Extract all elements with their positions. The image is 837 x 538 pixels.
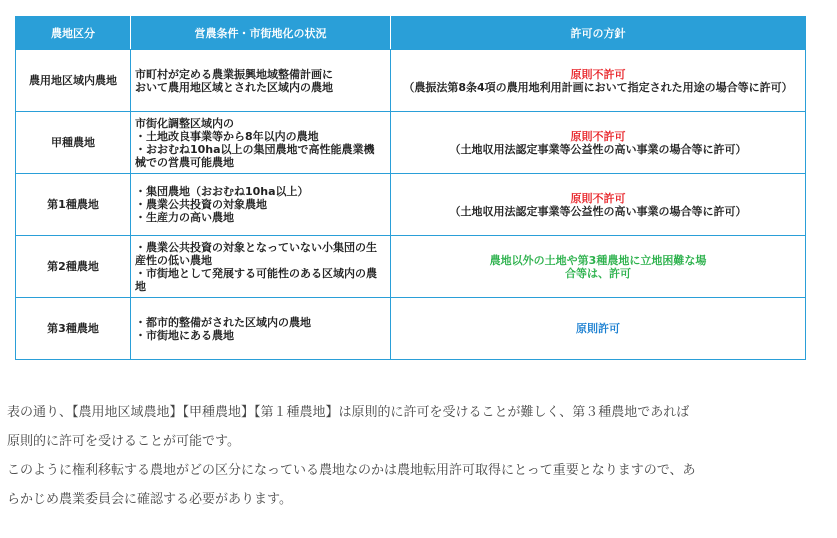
policy-main: 原則許可 — [576, 322, 620, 335]
paragraph-line: らかじめ農業委員会に確認する必要があります。 — [7, 492, 292, 507]
condition-line: ・市街地にある農地 — [135, 328, 234, 342]
condition-line: ・生産力の高い農地 — [135, 211, 234, 224]
row-category: 農用地区域内農地 — [16, 50, 131, 112]
row-category: 甲種農地 — [16, 112, 131, 174]
condition-line: ・市街地として発展する可能性のある区域内の農 — [135, 266, 377, 280]
condition-line: 産性の低い農地 — [135, 253, 212, 267]
row-conditions — [131, 50, 391, 112]
paragraph — [7, 398, 807, 456]
row-policy — [391, 236, 806, 298]
table-header-row — [16, 17, 806, 50]
policy-main: 農地以外の土地や第3種農地に立地困難な場 — [489, 253, 707, 267]
table-row — [16, 236, 806, 298]
farmland-classification-table-container — [15, 16, 807, 360]
row-category: 第3種農地 — [16, 298, 131, 360]
table-row — [16, 298, 806, 360]
paragraph-line: このように権利移転する農地がどの区分になっている農地なのかは農地転用許可取得にとって重要となりますので、あ — [7, 463, 696, 478]
table-row — [16, 174, 806, 236]
row-category: 第2種農地 — [16, 236, 131, 298]
policy-main: 原則不許可 — [570, 67, 626, 81]
paragraph-line: 表の通り、【農用地区域農地】【甲種農地】【第１種農地】は原則的に許可を受けることが難しく、第３種農地であれば — [7, 405, 690, 420]
condition-line: 市町村が定める農業振興地域整備計画に — [135, 67, 333, 81]
row-policy — [391, 298, 806, 360]
condition-line: おいて農用地区域とされた区域内の農地 — [135, 80, 333, 94]
policy-note: （土地収用法認定事業等公益性の高い事業の場合等に許可） — [449, 204, 747, 218]
condition-line: ・土地改良事業等から8年以内の農地 — [135, 129, 319, 143]
header-category: 農地区分 — [16, 17, 131, 50]
condition-line: 市街化調整区域内の — [135, 116, 234, 130]
header-policy: 許可の方針 — [391, 17, 806, 50]
condition-line: 地 — [135, 279, 146, 293]
row-conditions — [131, 298, 391, 360]
condition-line: 械での営農可能農地 — [135, 155, 234, 169]
policy-note: （農振法第8条4項の農用地利用計画において指定された用途の場合等に許可） — [403, 80, 793, 94]
table-row — [16, 50, 806, 112]
farmland-classification-table — [15, 16, 806, 360]
row-conditions — [131, 236, 391, 298]
row-category: 第1種農地 — [16, 174, 131, 236]
paragraph-line: 原則的に許可を受けることが可能です。 — [7, 434, 240, 449]
policy-note: 合等は、許可 — [565, 266, 631, 280]
row-policy — [391, 112, 806, 174]
row-conditions — [131, 174, 391, 236]
condition-line: ・集団農地（おおむね10ha以上） — [135, 185, 309, 198]
row-conditions — [131, 112, 391, 174]
table-row — [16, 112, 806, 174]
condition-line: ・都市的整備がされた区域内の農地 — [135, 315, 311, 329]
policy-main: 原則不許可 — [570, 129, 626, 143]
policy-main: 原則不許可 — [570, 191, 626, 205]
header-conditions: 営農条件・市街地化の状況 — [131, 17, 391, 50]
row-policy — [391, 50, 806, 112]
condition-line: ・農業公共投資の対象となっていない小集団の生 — [135, 240, 377, 254]
row-policy — [391, 174, 806, 236]
paragraph — [7, 456, 807, 514]
explanation-text — [7, 398, 807, 514]
condition-line: ・農業公共投資の対象農地 — [135, 198, 267, 211]
condition-line: ・おおむね10ha以上の集団農地で高性能農業機 — [135, 142, 375, 156]
policy-note: （土地収用法認定事業等公益性の高い事業の場合等に許可） — [449, 142, 747, 156]
